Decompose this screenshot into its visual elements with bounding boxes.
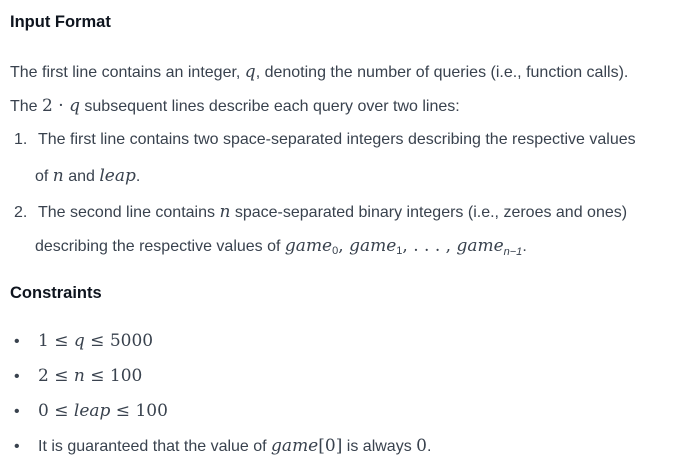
constraint-2: • 2 ≤ n ≤ 100 bbox=[14, 366, 143, 386]
input-line-2: The 2 · q subsequent lines describe each query over two lines: bbox=[10, 96, 460, 116]
list-item-2-cont: describing the respective values of game$_0$, game$_1$, . . . , game$_{n-1}$. bbox=[35, 236, 527, 258]
constraint-3: • 0 ≤ leap ≤ 100 bbox=[14, 401, 168, 421]
constraint-1: • 1 ≤ q ≤ 5000 bbox=[14, 331, 154, 351]
input-line-1: The first line contains an integer, q, denoting the number of queries (i.e., function calls). bbox=[10, 62, 629, 82]
constraints-heading: Constraints bbox=[10, 284, 102, 302]
list-item-1-cont: of n and leap. bbox=[35, 166, 141, 186]
list-item-1: 1. The first line contains two space-separated integers describing the respective values bbox=[14, 131, 636, 148]
constraint-4: • It is guaranteed that the value of game[0] is always 0. bbox=[14, 436, 432, 456]
input-format-heading: Input Format bbox=[10, 13, 111, 31]
list-item-2: 2. The second line contains n space-separated binary integers (i.e., zeroes and ones) bbox=[14, 202, 628, 222]
